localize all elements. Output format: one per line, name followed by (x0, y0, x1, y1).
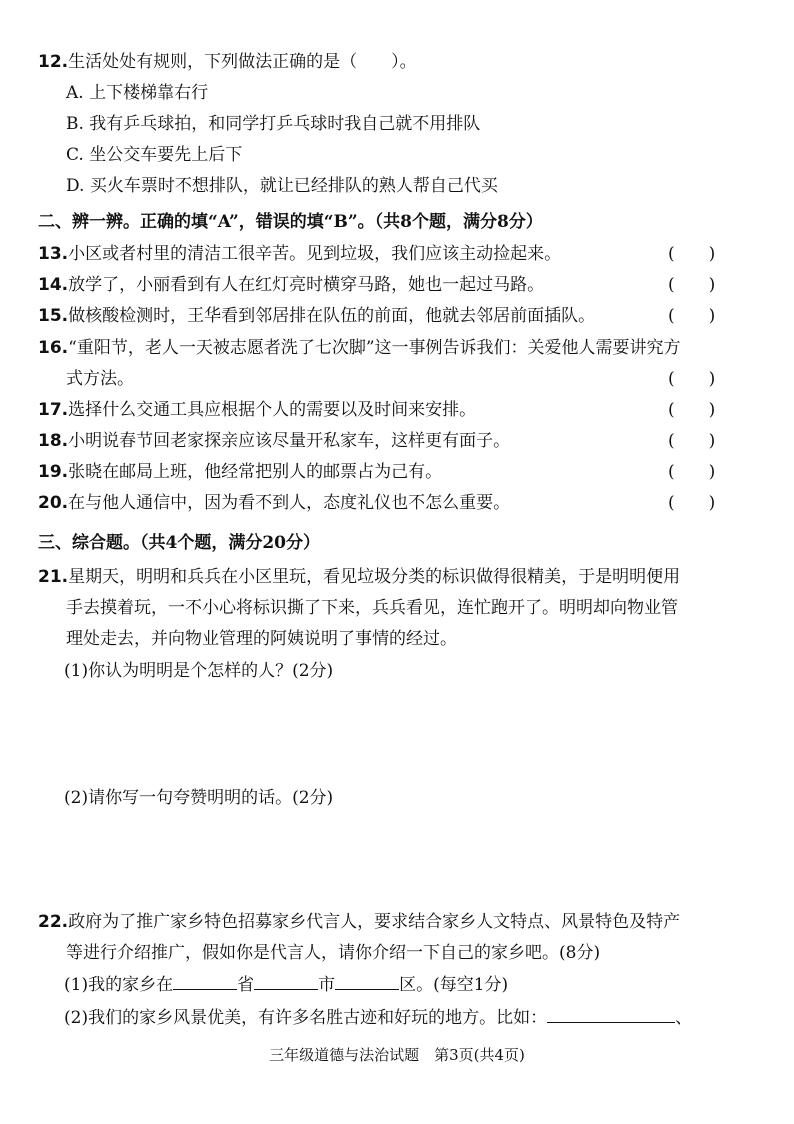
answer-blank-20[interactable]: ( ) (668, 493, 716, 513)
question-number: 21. (38, 567, 69, 587)
sub-question-1: (1)你认为明明是个怎样的人？(2分) (64, 661, 334, 681)
option-a: A. 上下楼梯靠右行 (66, 83, 209, 103)
sub-question-1 (64, 973, 508, 996)
landmark-blank[interactable] (547, 1006, 675, 1023)
city-blank[interactable] (254, 973, 318, 990)
question-text: 小明说春节回老家探亲应该尽量开私家车，这样更有面子。 (68, 431, 511, 451)
answer-blank-15[interactable]: ( ) (668, 306, 716, 326)
question-text: 张晓在邮局上班，他经常把别人的邮票占为己有。 (68, 462, 443, 482)
answer-area-1[interactable] (64, 690, 724, 780)
question-text-line-3: 理处走去，并向物业管理的阿姨说明了事情的经过。 (66, 629, 457, 649)
question-text: 选择什么交通工具应根据个人的需要以及时间来安排。 (68, 400, 477, 420)
sub-question-2 (64, 1006, 692, 1029)
answer-blank-13[interactable]: ( ) (668, 244, 716, 264)
question-number: 19. (38, 462, 69, 482)
question-text-line-2: 手去摸着玩，一不小心将标识撕了下来，兵兵看见，连忙跑开了。明明却向物业管 (66, 598, 678, 618)
option-c: C. 坐公交车要先上后下 (66, 145, 243, 165)
question-number: 15. (38, 306, 69, 326)
option-b: B. 我有乒乓球拍，和同学打乒乓球时我自己就不用排队 (66, 114, 481, 134)
question-17 (38, 399, 476, 421)
question-text: 放学了，小丽看到有人在红灯亮时横穿马路，她也一起过马路。 (68, 275, 545, 295)
question-19 (38, 461, 442, 483)
question-text: 在与他人通信中，因为看不到人，态度礼仪也不怎么重要。 (68, 493, 511, 513)
city-label: 市 (318, 975, 336, 995)
question-21 (38, 566, 680, 588)
question-13 (38, 243, 561, 265)
sub-question-text: (1)我的家乡在 (64, 975, 174, 995)
question-text-line-1: 星期天，明明和兵兵在小区里玩，看见垃圾分类的标识做得很精美，于是明明便用 (68, 567, 681, 587)
question-15 (38, 305, 595, 327)
question-16-continued: 式方法。 (66, 369, 134, 389)
question-22 (38, 911, 680, 933)
question-18 (38, 430, 510, 452)
answer-blank-17[interactable]: ( ) (668, 400, 716, 420)
question-16 (38, 337, 681, 359)
question-14 (38, 274, 544, 296)
question-number: 14. (38, 275, 69, 295)
question-number: 12. (38, 52, 69, 72)
question-text: 做核酸检测时，王华看到邻居排在队伍的前面，他就去邻居前面插队。 (68, 306, 596, 326)
answer-area-2[interactable] (64, 815, 724, 905)
question-number: 17. (38, 400, 69, 420)
question-text: “重阳节，老人一天被志愿者洗了七次脚”这一事例告诉我们：关爱他人需要讲究方 (68, 338, 681, 358)
sub-question-text: (2)我们的家乡风景优美，有许多名胜古迹和好玩的地方。比如： (64, 1008, 548, 1028)
question-stem: 生活处处有规则，下列做法正确的是（ ）。 (68, 52, 417, 72)
list-separator: 、 (675, 1008, 693, 1028)
page-footer: 三年级道德与法治试题 第3页(共4页) (269, 1046, 525, 1064)
answer-blank-18[interactable]: ( ) (668, 431, 716, 451)
question-number: 18. (38, 431, 69, 451)
question-12 (38, 51, 417, 73)
question-text: 小区或者村里的清洁工很辛苦。见到垃圾，我们应该主动捡起来。 (68, 244, 562, 264)
province-blank[interactable] (173, 973, 237, 990)
question-number: 20. (38, 493, 69, 513)
section-2-title: 二、辨一辨。正确的填“A”，错误的填“B”。（共8个题，满分8分） (38, 212, 543, 232)
section-3-title: 三、综合题。（共4个题，满分20分） (38, 533, 320, 553)
sub-question-2: (2)请你写一句夸赞明明的话。(2分) (64, 788, 334, 808)
question-number: 16. (38, 338, 69, 358)
question-20 (38, 492, 510, 514)
district-blank[interactable] (335, 973, 399, 990)
answer-blank-19[interactable]: ( ) (668, 462, 716, 482)
province-label: 省 (237, 975, 255, 995)
question-text-line-1: 政府为了推广家乡特色招募家乡代言人，要求结合家乡人文特点、风景特色及特产 (68, 912, 681, 932)
option-d: D. 买火车票时不想排队，就让已经排队的熟人帮自己代买 (66, 176, 498, 196)
question-text-line-2: 等进行介绍推广，假如你是代言人，请你介绍一下自己的家乡吧。(8分) (66, 943, 601, 963)
question-number: 13. (38, 244, 69, 264)
answer-blank-14[interactable]: ( ) (668, 275, 716, 295)
district-label: 区。(每空1分) (399, 975, 509, 995)
question-number: 22. (38, 912, 69, 932)
answer-blank-16[interactable]: ( ) (668, 369, 716, 389)
